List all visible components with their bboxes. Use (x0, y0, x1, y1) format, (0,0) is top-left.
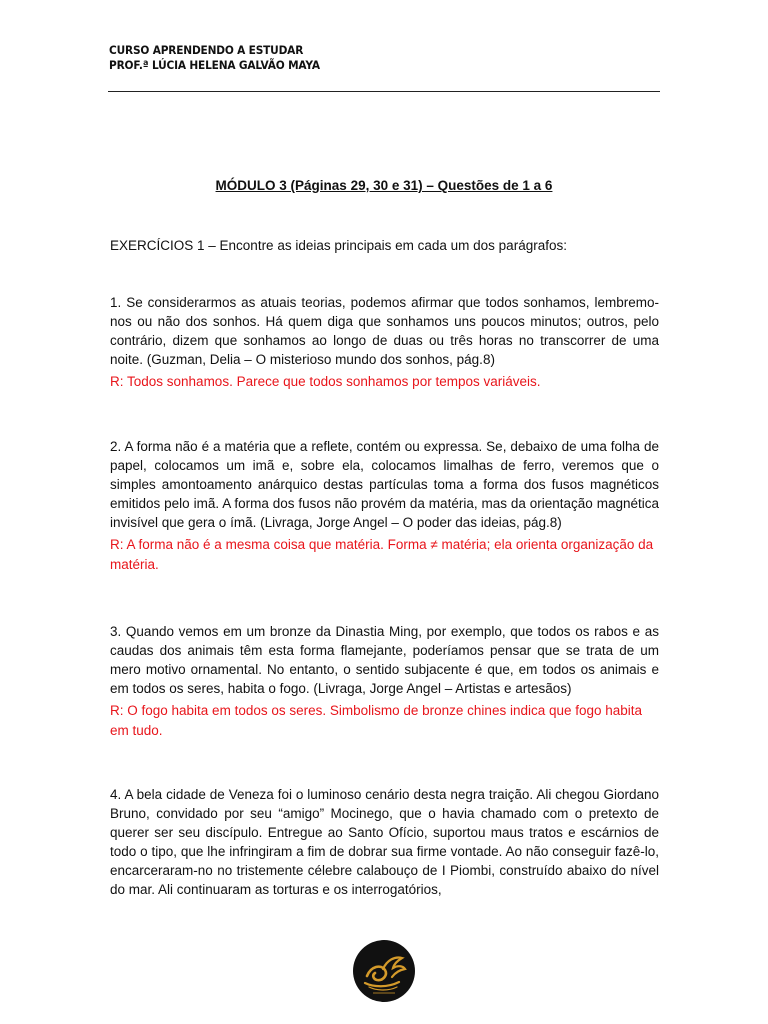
question-3 (110, 622, 659, 741)
swan-dragon-emblem-icon (353, 940, 415, 1002)
question-2 (110, 437, 659, 575)
question-text: 4. A bela cidade de Veneza foi o luminoso cenário desta negra traição. Ali chegou Giordano Bruno, convidado por seu “amigo” Mocinego, que o havia chamado com o pretexto de querer ser seu discípulo. Entregue ao Santo Ofício, suportou maus tratos e escárnios de todo o tipo, que lhe infringiram a fim de dobrar sua firme vontade. Ao não conseguir fazê-lo, encarceraram-no no tristemente célebre calabouço de I Piombi, construído abaixo do nível do mar. Ali continuaram as torturas e os interrogatórios, (110, 787, 659, 897)
course-header (109, 43, 320, 73)
question-1 (110, 293, 659, 392)
header-divider (108, 91, 660, 92)
answer-text: R: Todos sonhamos. Parece que todos sonhamos por tempos variáveis. (110, 374, 541, 389)
module-title: MÓDULO 3 (Páginas 29, 30 e 31) – Questões de 1 a 6 (215, 178, 553, 193)
question-text: 2. A forma não é a matéria que a reflete, contém ou expressa. Se, debaixo de uma folha de papel, colocamos um imã e, sobre ela, colocamos limalhas de ferro, veremos que o simples amontoamento anárquico destas partículas toma a forma dos fusos magnéticos emitidos pelo imã. A forma dos fusos não provém da matéria, mas da orientação magnética invisível que gera o ímã. (Livraga, Jorge Angel – O poder das ideias, pág.8) (110, 439, 659, 530)
answer-text: R: A forma não é a mesma coisa que matéria. Forma ≠ matéria; ela orienta organização da matéria. (110, 537, 654, 572)
question-text: 1. Se considerarmos as atuais teorias, podemos afirmar que todos sonhamos, lembremo-nos ou não dos sonhos. Há quem diga que sonhamos uns poucos minutos; outros, pelo contrário, dizem que sonhamos ao longo de duas ou três horas no transcorrer de uma noite. (Guzman, Delia – O misterioso mundo dos sonhos, pág.8) (110, 295, 659, 367)
course-title: CURSO APRENDENDO A ESTUDAR (109, 43, 304, 57)
answer-text: R: O fogo habita em todos os seres. Simbolismo de bronze chines indica que fogo habita em tudo. (110, 703, 643, 738)
question-text: 3. Quando vemos em um bronze da Dinastia Ming, por exemplo, que todos os rabos e as caudas dos animais têm esta forma flamejante, poderíamos pensar que se trata de um mero motivo ornamental. No entanto, o sentido subjacente é que, em todos os animais e em todos os seres, habita o fogo. (Livraga, Jorge Angel – Artistas e artesãos) (110, 624, 659, 696)
professor-name: PROF.ª LÚCIA HELENA GALVÃO MAYA (109, 58, 320, 72)
exercise-title: EXERCÍCIOS 1 – Encontre as ideias principais em cada um dos parágrafos: (110, 238, 567, 253)
question-4 (110, 785, 659, 899)
